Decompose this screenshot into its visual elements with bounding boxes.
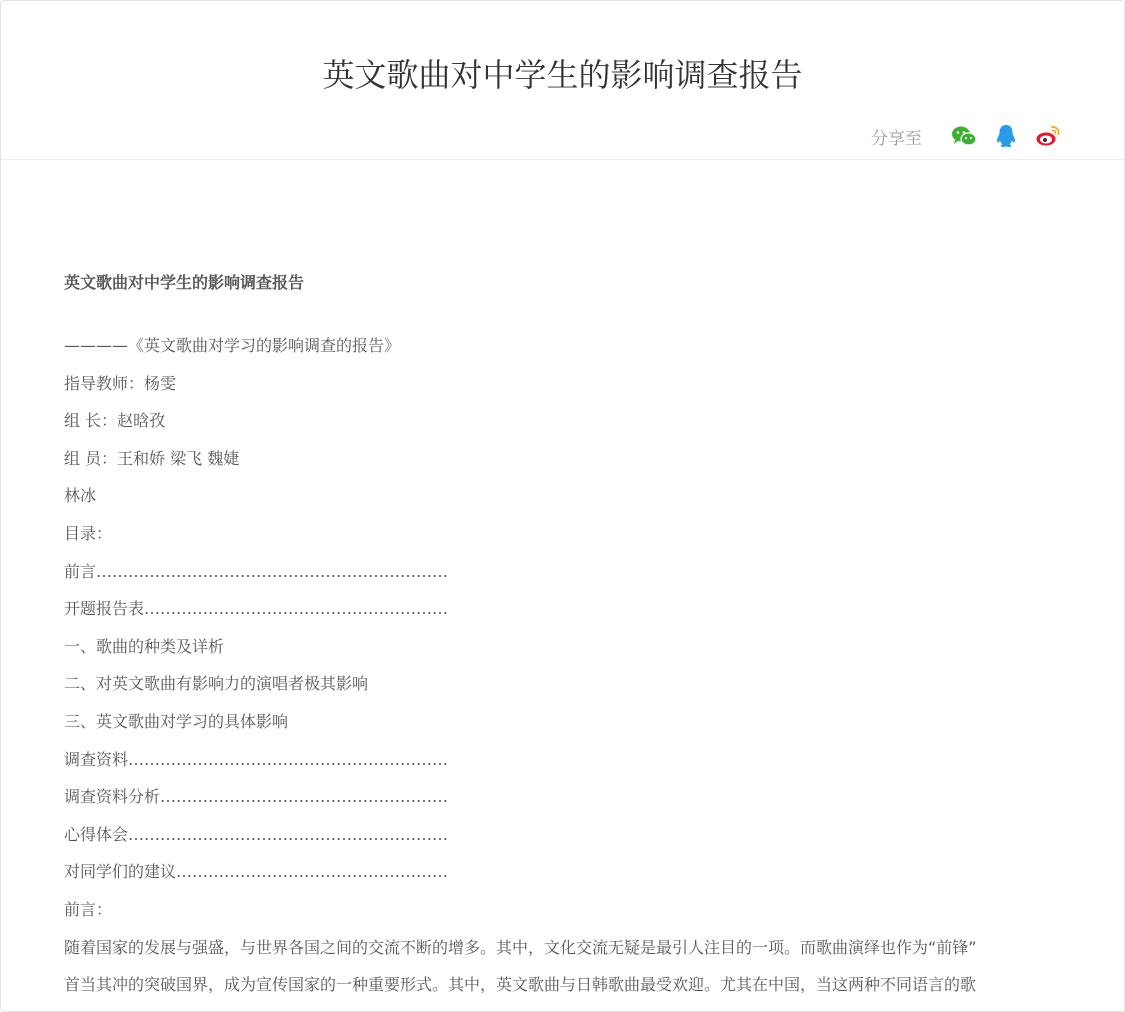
- leader-line: 组 长：赵晗孜: [64, 411, 166, 431]
- toc-item: 三、英文歌曲对学习的具体影响: [64, 711, 289, 731]
- article-body: [64, 263, 1064, 1003]
- member-extra-line: 林冰: [64, 486, 97, 506]
- page-title: 英文歌曲对中学生的影响调查报告: [322, 56, 803, 94]
- article-heading: 英文歌曲对中学生的影响调查报告: [64, 273, 305, 292]
- preface-paragraph-line: 首当其冲的突破国界，成为宣传国家的一种重要形式。其中，英文歌曲与日韩歌曲最受欢迎。尤其在中国，当这两种不同语言的歌: [64, 974, 977, 994]
- toc-item: 调查资料……………………………………………………: [64, 749, 449, 769]
- toc-item: 开题报告表…………………………………………………: [64, 599, 449, 619]
- preface-heading: 前言：: [64, 899, 113, 919]
- members-line: 组 员：王和娇 梁飞 魏婕: [64, 448, 240, 468]
- weibo-icon[interactable]: [1034, 122, 1062, 150]
- toc-item: 一、歌曲的种类及详析: [64, 636, 225, 656]
- toc-item: 心得体会……………………………………………………: [64, 824, 449, 844]
- subtitle-line: ————《英文歌曲对学习的影响调查的报告》: [64, 336, 401, 355]
- article-header: [1, 1, 1124, 160]
- qq-icon[interactable]: [992, 122, 1020, 150]
- toc-item: 前言…………………………………………………………: [64, 561, 449, 581]
- advisor-line: 指导教师：杨雯: [64, 373, 177, 393]
- toc-item: 二、对英文歌曲有影响力的演唱者极其影响: [64, 674, 369, 694]
- toc-item: 调查资料分析………………………………………………: [64, 787, 449, 807]
- preface-paragraph-line: 随着国家的发展与强盛，与世界各国之间的交流不断的增多。其中，文化交流无疑是最引人注目的一项。而歌曲演绎也作为“前锋”: [64, 937, 977, 957]
- toc-heading: 目录：: [64, 523, 113, 543]
- wechat-icon[interactable]: [950, 122, 978, 150]
- toc-item: 对同学们的建议……………………………………………: [64, 862, 449, 882]
- share-bar: [871, 121, 1062, 151]
- share-label: 分享至: [871, 128, 922, 149]
